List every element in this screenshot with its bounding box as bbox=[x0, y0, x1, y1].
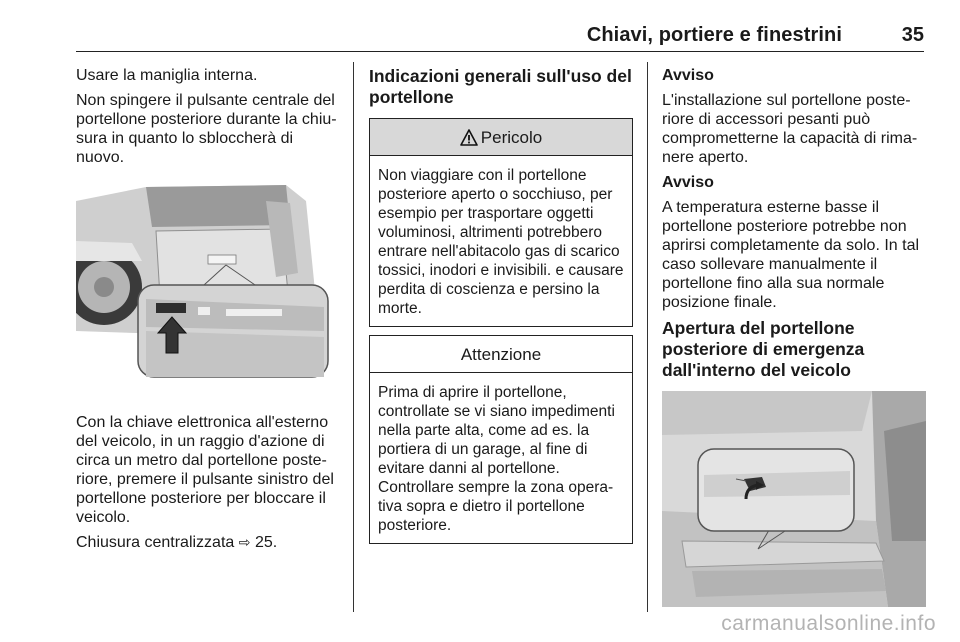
paragraph-central-locking-ref bbox=[76, 533, 344, 552]
page-number: 35 bbox=[901, 24, 924, 46]
section-heading-general-use: Indicazioni generali sull'uso del portellone bbox=[369, 66, 632, 107]
danger-title: Pericolo bbox=[480, 127, 543, 147]
notice-label: Avviso bbox=[662, 174, 714, 191]
watermark-text: carmanualsonline.info bbox=[721, 612, 936, 635]
paragraph-inner-handle: Usare la maniglia interna. bbox=[76, 67, 258, 84]
paragraph-electronic-key: Con la chiave elettronica all'esterno del veicolo, in un raggio d'azione di circa un metro dal portellone poste-riore, premere il pulsante sinistro del portellone posteriore per bloccare il veicolo. bbox=[76, 414, 334, 526]
column-3 bbox=[662, 66, 930, 607]
tailgate-button-illustration bbox=[76, 181, 344, 393]
notice-text-low-temperature: A temperatura esterne basse il portellone posteriore potrebbe non aprirsi completamente da solo. In tal caso sollevare manualmente il portellone fino alla sua normale posizione finale. bbox=[662, 199, 920, 311]
column-1 bbox=[76, 66, 344, 558]
danger-box-header bbox=[370, 119, 632, 156]
caution-text: Prima di aprire il portellone, controllate se vi siano impedimenti nella parte alta, come ad es. la portiera di un garage, al fine di evitare danni al portellone. Controllare sempre la zona opera-tiva sopra e dietro il portellone posteriore. bbox=[378, 384, 615, 534]
column-divider bbox=[647, 62, 648, 612]
paragraph-center-button: Non spingere il pulsante centrale del portellone posteriore durante la chiu-sura in quanto lo sbloccherà di nuovo. bbox=[76, 92, 337, 166]
column-divider bbox=[353, 62, 354, 612]
emergency-release-illustration bbox=[662, 391, 926, 607]
page-ref-icon: ⇨ bbox=[238, 534, 251, 550]
header-rule bbox=[76, 51, 924, 52]
caution-box bbox=[369, 335, 633, 544]
notice-text-accessories: L'installazione sul portellone poste-riore di accessori pesanti può comprometterne la capacità di rima-nere aperto. bbox=[662, 92, 918, 166]
page-header-title: Chiavi, portiere e finestrini bbox=[586, 24, 842, 46]
central-locking-page: 25. bbox=[254, 534, 278, 551]
danger-box bbox=[369, 118, 633, 327]
caution-box-header bbox=[370, 336, 632, 373]
central-locking-text: Chiusura centralizzata bbox=[76, 534, 235, 551]
section-heading-emergency-opening: Apertura del portellone posteriore di emergenza dall'interno del veicolo bbox=[662, 318, 865, 380]
notice-label: Avviso bbox=[662, 67, 714, 84]
column-2 bbox=[369, 66, 633, 552]
warning-triangle-icon bbox=[460, 129, 478, 146]
danger-text: Non viaggiare con il portellone posteriore aperto o socchiuso, per esempio per trasportare oggetti voluminosi, altrimenti potrebbero entrare nell'abitacolo gas di scarico tossici, inodori e invisibili. e causare perdita di coscienza e persino la morte. bbox=[378, 167, 624, 317]
caution-title: Attenzione bbox=[460, 344, 542, 364]
